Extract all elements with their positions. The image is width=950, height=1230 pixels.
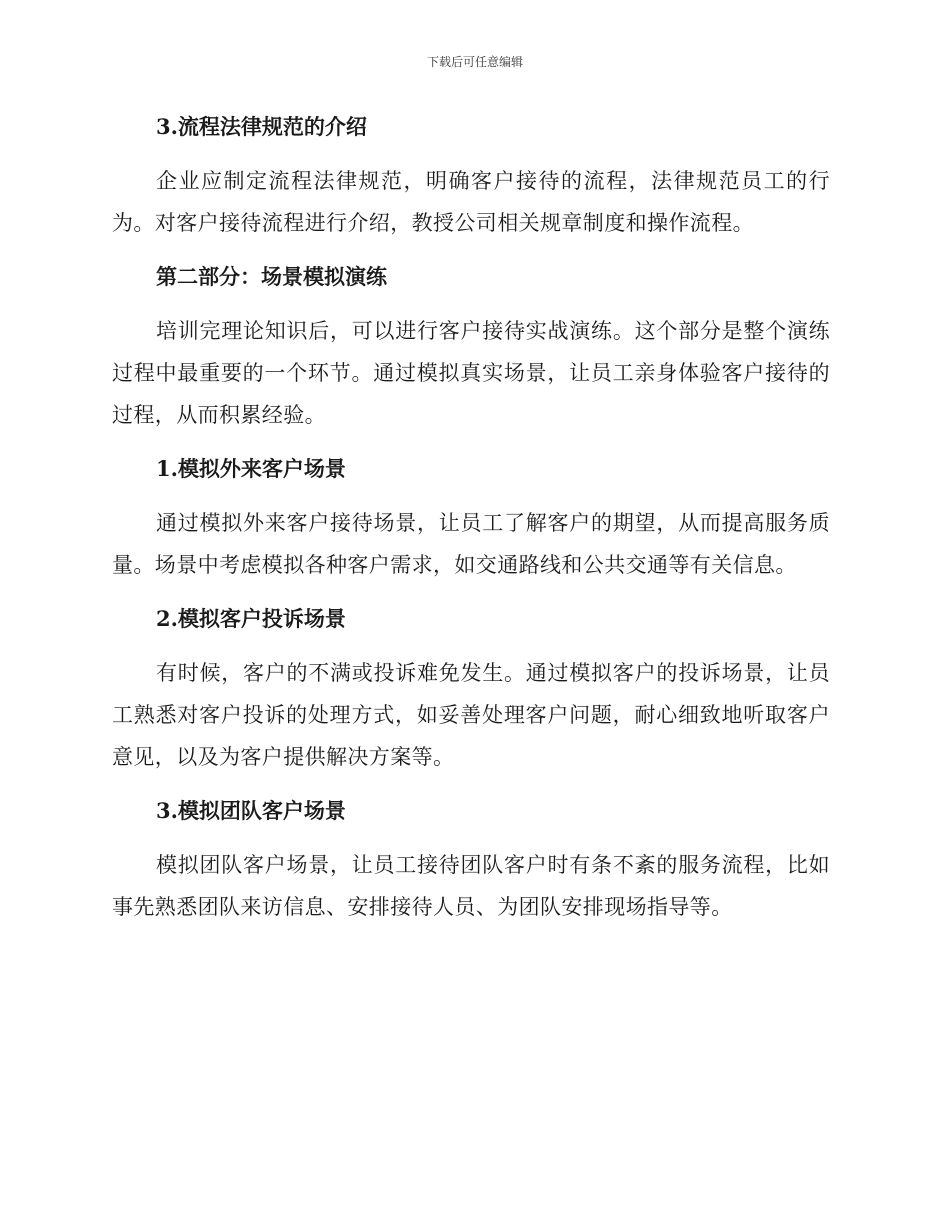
section-heading: 1.模拟外来客户场景 bbox=[156, 456, 346, 481]
section-heading: 第二部分：场景模拟演练 bbox=[156, 264, 387, 289]
document-body bbox=[112, 106, 830, 928]
section-paragraph: 企业应制定流程法律规范，明确客户接待的流程，法律规范员工的行为。对客户接待流程进行介绍，教授公司相关规章制度和操作流程。 bbox=[112, 169, 830, 235]
section-paragraph: 模拟团队客户场景，让员工接待团队客户时有条不紊的服务流程，比如事先熟悉团队来访信息、安排接待人员、为团队安排现场指导等。 bbox=[112, 853, 830, 919]
section-paragraph: 有时候，客户的不满或投诉难免发生。通过模拟客户的投诉场景，让员工熟悉对客户投诉的处理方式，如妥善处理客户问题，耐心细致地听取客户意见，以及为客户提供解决方案等。 bbox=[112, 661, 830, 769]
section-heading: 3.模拟团队客户场景 bbox=[156, 798, 346, 823]
section-heading: 3.流程法律规范的介绍 bbox=[156, 114, 367, 139]
page-header: 下载后可任意编辑 bbox=[426, 55, 523, 69]
section-paragraph: 通过模拟外来客户接待场景，让员工了解客户的期望，从而提高服务质量。场景中考虑模拟各种客户需求，如交通路线和公共交通等有关信息。 bbox=[112, 511, 830, 577]
section-paragraph: 培训完理论知识后，可以进行客户接待实战演练。这个部分是整个演练过程中最重要的一个环节。通过模拟真实场景，让员工亲身体验客户接待的过程，从而积累经验。 bbox=[112, 319, 830, 427]
section-heading: 2.模拟客户投诉场景 bbox=[156, 606, 346, 631]
